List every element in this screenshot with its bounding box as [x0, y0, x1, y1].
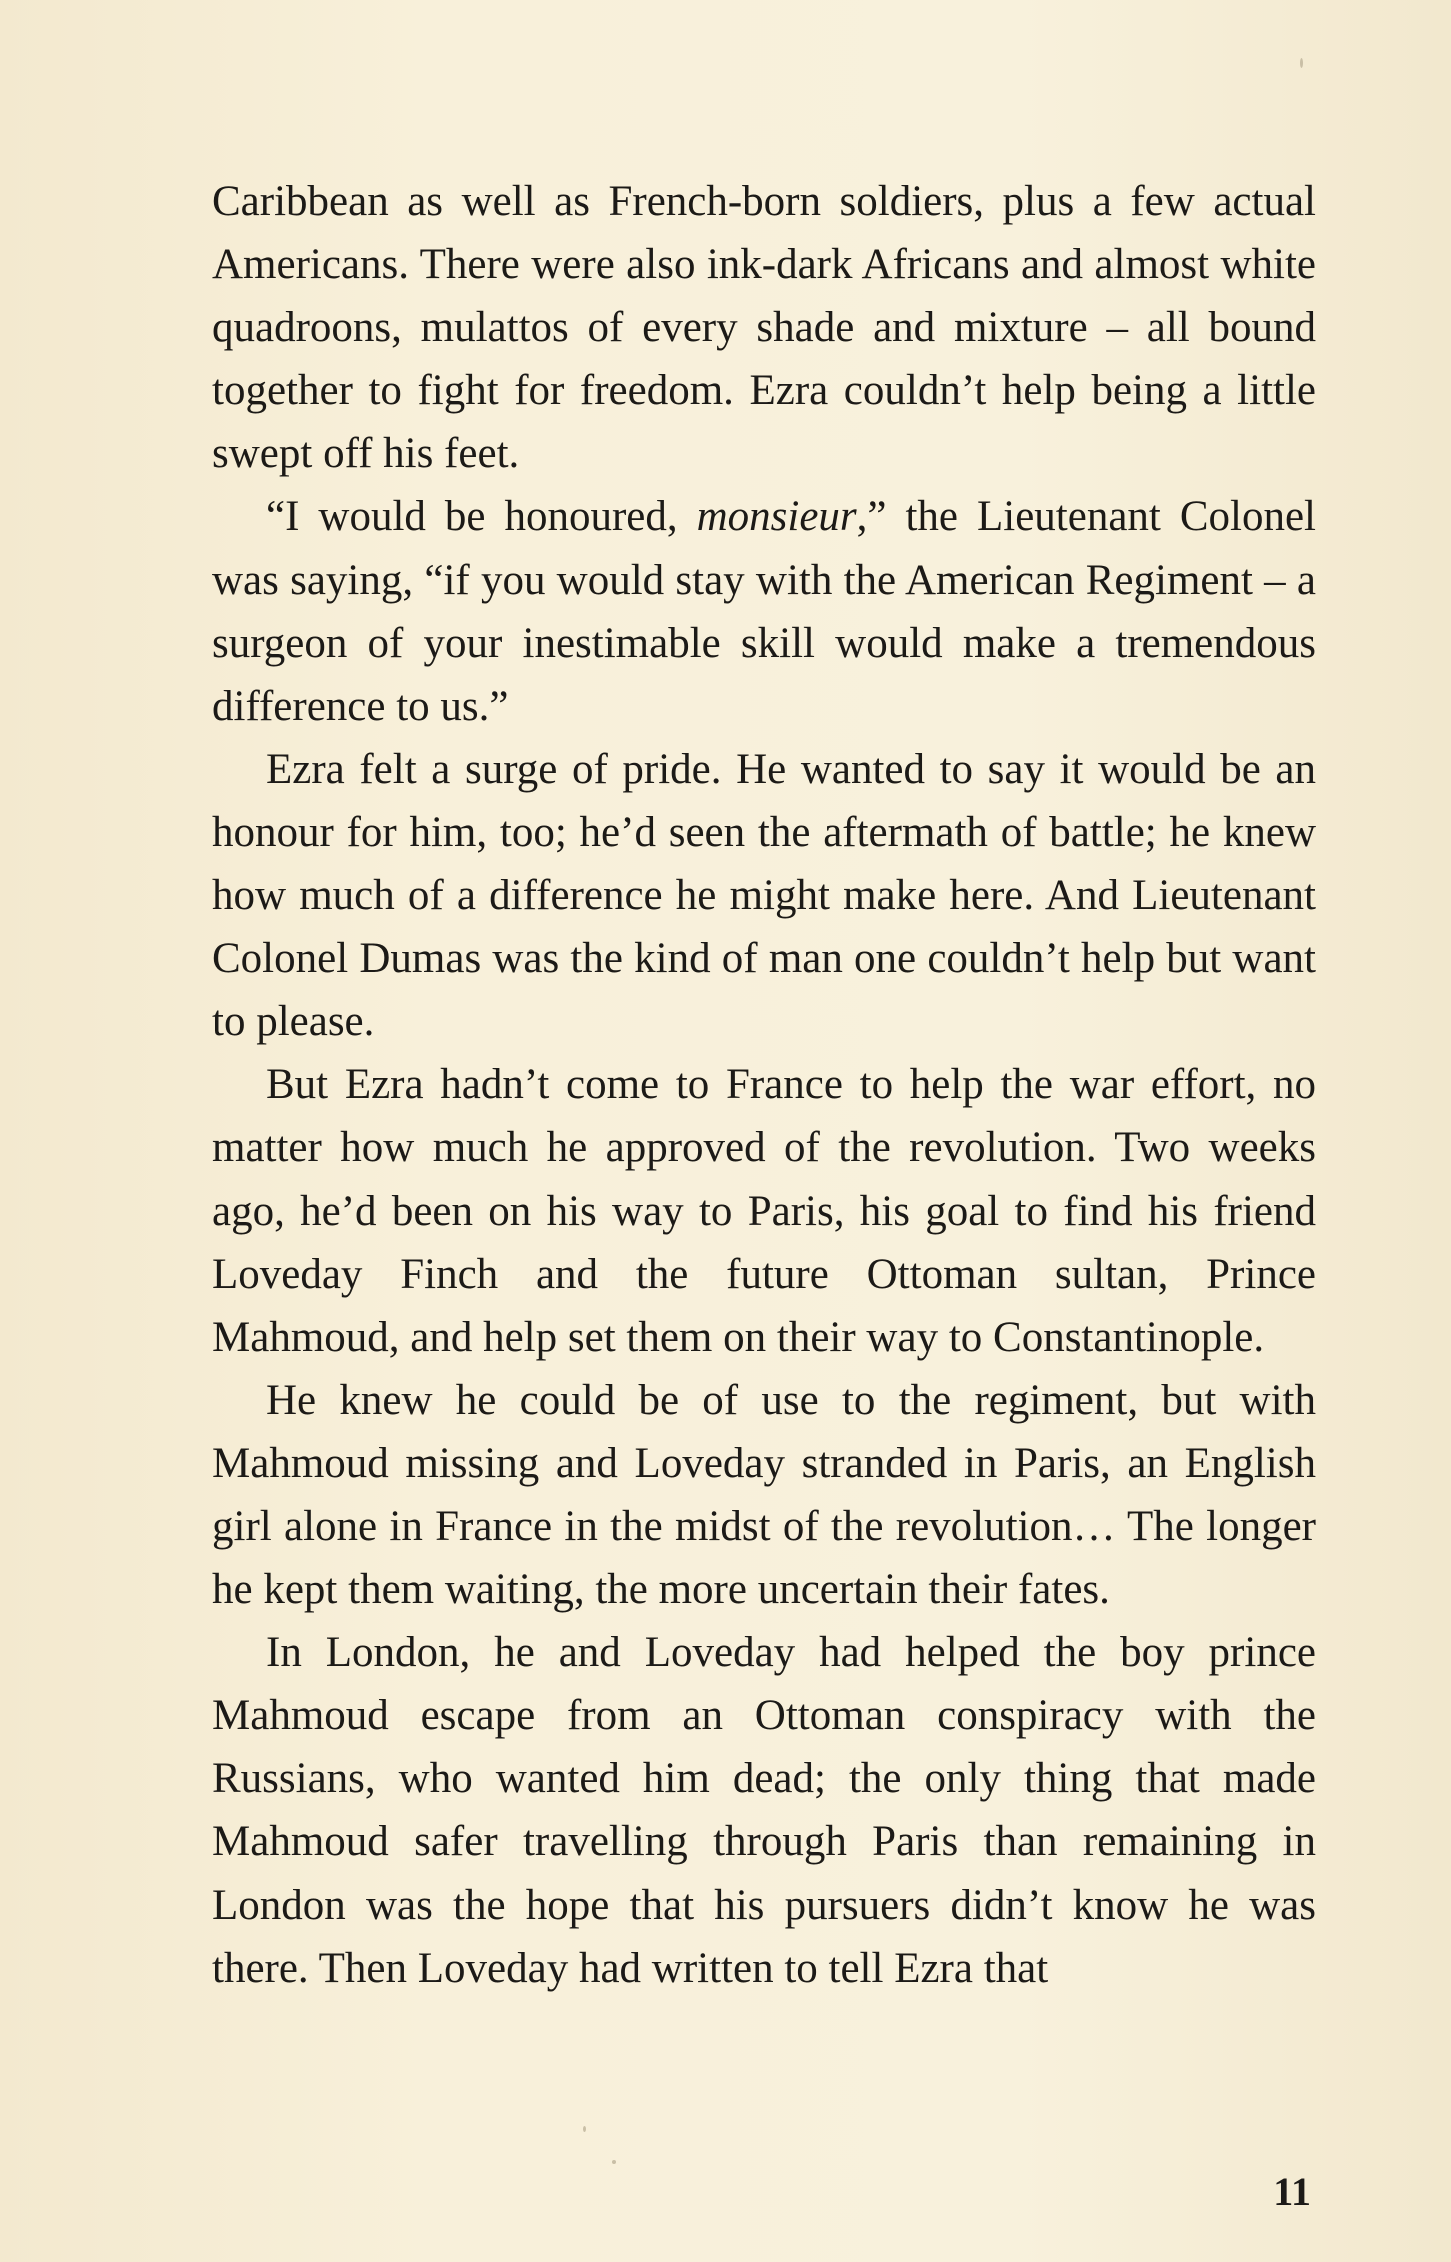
paragraph [212, 1369, 1316, 1621]
paragraph [212, 170, 1316, 485]
body-text [212, 170, 1316, 2000]
paragraph [212, 1053, 1316, 1368]
page-number: 11 [1273, 2169, 1311, 2214]
paragraph-text: “I would be honoured, [266, 493, 697, 541]
paragraph-text: He knew he could be of use to the regiment, but with Mahmoud missing and Loveday stranded in Paris, an English girl alone in France in the midst of the revolution… The longer he kept them waiting, the more uncertain their fates. [212, 1376, 1316, 1614]
paragraph-text: In London, he and Loveday had helped the boy prince Mahmoud escape from an Ottoman conspiracy with the Russians, who wanted him dead; the only thing that made Mahmoud safer travelling through Paris than remaining in London was the hope that his pursuers didn’t know he was there. Then Loveday had written to tell Ezra that [212, 1629, 1316, 1992]
paragraph-text: Ezra felt a surge of pride. He wanted to say it would be an honour for him, too; he’d seen the aftermath of battle; he knew how much of a difference he might make here. And Lieutenant Colonel Dumas was the kind of man one couldn’t help but want to please. [212, 745, 1316, 1046]
paragraph-text: ,” the Lieutenant Colonel was saying, “if you would stay with the American Regiment – a surgeon of your inestimable skill would make a tremendous difference to us.” [212, 493, 1316, 730]
paper-speck [612, 2160, 616, 2164]
paper-speck [1300, 58, 1303, 68]
paragraph-text: But Ezra hadn’t come to France to help the war effort, no matter how much he approved of the revolution. Two weeks ago, he’d been on his way to Paris, his goal to find his friend Loveday Finch and the future Ottoman sultan, Prince Mahmoud, and help set them on their way to Constantinople. [212, 1061, 1316, 1361]
paragraph-text: Caribbean as well as French-born soldiers, plus a few actual Americans. There were also ink-dark Africans and almost white quadroons, mulattos of every shade and mixture – all bound together to fight for freedom. Ezra couldn’t help being a little swept off his feet. [212, 178, 1316, 478]
paper-speck [583, 2126, 586, 2132]
italic-word: monsieur [696, 493, 857, 541]
paragraph [212, 1621, 1316, 2000]
paragraph [212, 485, 1316, 737]
paragraph [212, 738, 1316, 1053]
